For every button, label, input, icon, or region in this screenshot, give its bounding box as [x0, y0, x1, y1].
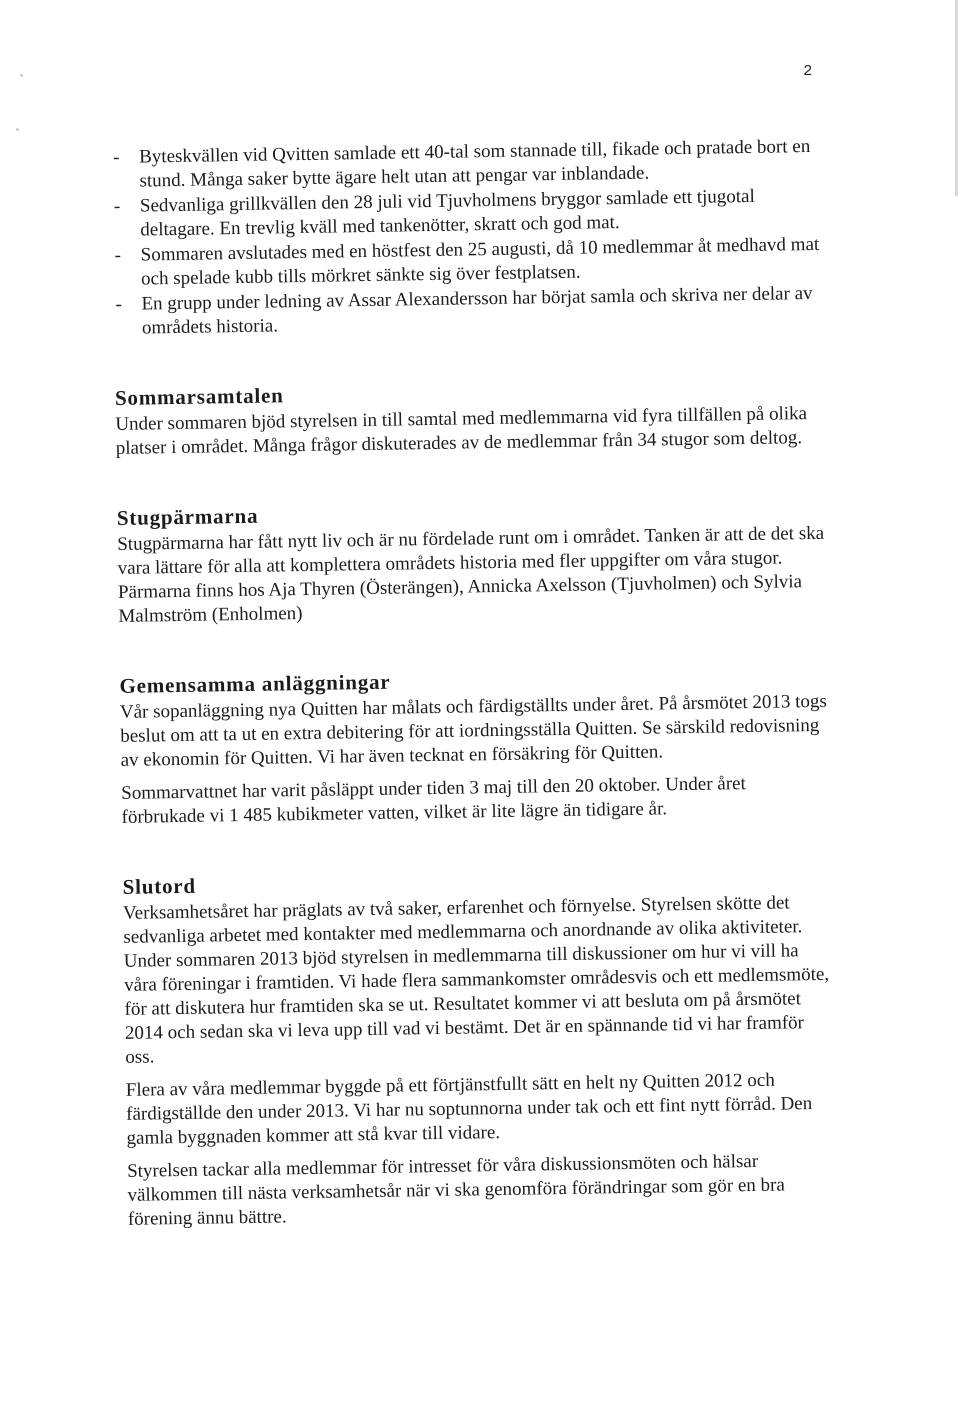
section-heading: Gemensamma anläggningar: [119, 669, 391, 698]
scan-speck: [16, 128, 19, 131]
paragraph: Verksamhetsåret har präglats av två saker, erfarenhet och förnyelse. Styrelsen skötte det sedvanliga arbetet med kontakter med medlemmarna och anordnande av olika aktiviteter. Under sommaren 2013 bjöd styrelsen in medlemmarna till diskussioner om hur vi vill ha våra föreningar i framtiden. Vi hade flera sammankomster områdesvis och ett medlemsmöte, för att diskutera hur framtiden ska se ut. Resultatet kommer vi att besluta om på årsmötet 2014 och sedan ska vi leva upp till vad vi bestämt. Det är en spännande tid vi har framför oss.: [122, 892, 830, 1068]
activity-list: [111, 135, 826, 341]
section-slutord: [122, 863, 840, 1232]
scan-edge-mark: [955, 0, 958, 196]
paragraph: Sommarvattnet har varit påsläppt under tiden 3 maj till den 20 oktober. Under året förbrukade vi 1 485 kubikmeter vatten, vilket är lite lägre än tidigare år.: [121, 773, 746, 828]
list-item-text: En grupp under ledning av Assar Alexandersson har börjat samla och skriva ner delar av områdets historia.: [141, 283, 813, 339]
scan-speck: [20, 74, 23, 77]
bullet-dash: -: [114, 244, 122, 266]
paragraph: Stugpärmarna har fått nytt liv och är nu fördelade runt om i området. Tanken är att de det ska vara lättare för alla att komplettera områdets historia med fler uppgifter om våra stugor. Pärmarna finns hos Aja Thyren (Österängen), Annicka Axelsson (Tjuvholmen) och Sylvia Malmström (Enholmen): [117, 522, 825, 627]
section-gemensamma-anlaggningar: [119, 662, 833, 830]
section-heading: Slutord: [122, 873, 197, 899]
bullet-dash: -: [113, 146, 120, 168]
list-item-text: Sedvanliga grillkvällen den 28 juli vid Tjuvholmens bryggor samlade ett tjugotal deltagare. En trevlig kväll med tankenötter, skratt och god mat.: [139, 185, 755, 241]
bullet-dash: -: [115, 293, 122, 315]
list-item-text: Byteskvällen vid Qvitten samlade ett 40-tal som stannade till, fikade och pratade bort en stund. Många saker bytte ägare helt utan att pengar var inblandade.: [139, 136, 811, 192]
list-item: [113, 282, 826, 341]
paragraph: Under sommaren bjöd styrelsen in till samtal med medlemmarna vid fyra tillfällen på olika platser i området. Många frågor diskuterades av de medlemmar från 34 stugor som deltog.: [115, 403, 808, 459]
document-body: [111, 135, 840, 1232]
paragraph: Styrelsen tackar alla medlemmar för intresset för våra diskussionsmöten och hälsar välkommen till nästa verksamhetsår när vi ska genomföra förändringar som gör en bra förening ännu bättre.: [126, 1150, 785, 1230]
section-sommarsamtalen: [115, 374, 828, 461]
list-item-text: Sommaren avslutades med en höstfest den 25 augusti, då 10 medlemmar åt medhavd mat och spelade kubb tills mörkret sänkte sig över festplatsen.: [140, 233, 820, 290]
page-number: 2: [803, 62, 812, 79]
section-heading: Sommarsamtalen: [114, 383, 284, 410]
paragraph: Flera av våra medlemmar byggde på ett förtjänstfullt sätt en helt ny Quitten 2012 och färdigställde den under 2013. Vi har nu soptunnorna under tak och ett fint nytt förråd. Den gamla byggnaden kommer att stå kvar till vidare.: [125, 1069, 813, 1149]
section-stugparmarna: [117, 494, 831, 629]
section-heading: Stugpärmarna: [116, 503, 259, 530]
paragraph: Vår sopanläggning nya Quitten har målats och färdigställts under året. På årsmötet 2013 togs beslut om att ta ut en extra debitering för att iordningsställa Quitten. Se särskild redovisning av ekonomin för Quitten. Vi har även tecknat en försäkring för Quitten.: [119, 690, 828, 771]
bullet-dash: -: [113, 195, 121, 217]
